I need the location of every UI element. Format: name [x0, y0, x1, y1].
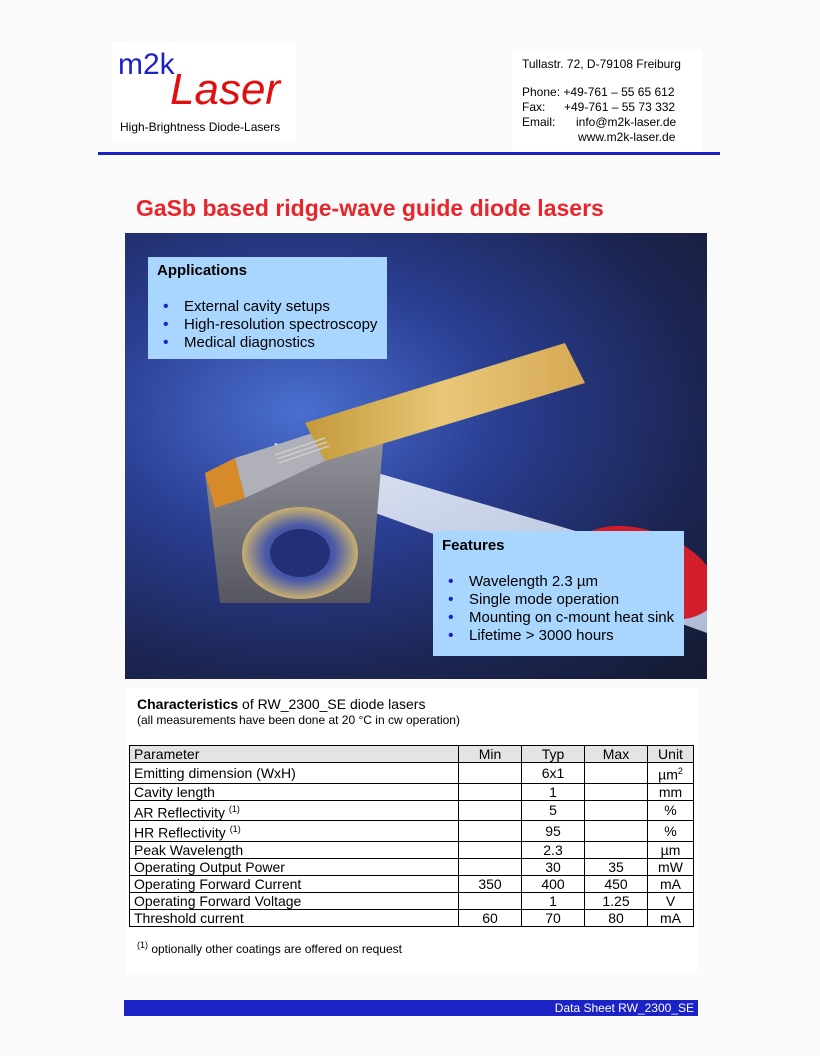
table-row: [130, 892, 694, 909]
list-item: • Single mode operation: [442, 591, 684, 609]
contact-phone-row: [522, 85, 675, 100]
unit-exponent: 2: [677, 766, 683, 776]
spec-table: [129, 745, 694, 927]
table-row: [130, 841, 694, 858]
table-cell-min: [459, 783, 522, 800]
table-cell-typ: [522, 858, 585, 875]
table-cell-unit: [648, 875, 694, 892]
table-cell-unit: [648, 783, 694, 800]
features-list: [442, 573, 684, 645]
cell-text: 60: [482, 909, 498, 926]
table-cell-max: [585, 892, 648, 909]
table-cell-param: [130, 892, 459, 909]
table-cell-min: [459, 841, 522, 858]
contact-fax-row: [522, 100, 675, 115]
logo-m2k-text: m2k: [118, 48, 175, 81]
cell-text: mm: [658, 783, 683, 800]
table-cell-typ: [522, 841, 585, 858]
table-cell-max: [585, 841, 648, 858]
features-callout: [433, 531, 684, 656]
applications-callout: [148, 257, 387, 359]
cell-text: Threshold current: [134, 909, 244, 926]
characteristics-panel: [126, 688, 697, 974]
table-cell-unit: [648, 763, 694, 784]
header-divider: [98, 152, 720, 155]
cell-text: Operating Forward Voltage: [134, 892, 302, 909]
cell-text: Operating Forward Current: [134, 875, 302, 892]
table-cell-typ: [522, 909, 585, 926]
cell-text: mA: [660, 875, 681, 892]
company-logo: [112, 42, 296, 142]
table-row: [130, 858, 694, 875]
contact-email-row: [522, 115, 676, 130]
table-cell-unit: [648, 841, 694, 858]
applications-list: [157, 298, 387, 352]
table-cell-typ: [522, 763, 585, 784]
footnote: [137, 940, 402, 956]
table-row: [130, 821, 694, 842]
table-cell-max: [585, 800, 648, 821]
table-cell-max: [585, 763, 648, 784]
table-cell-min: [459, 875, 522, 892]
cell-text: %: [664, 823, 677, 840]
footnote-ref: (1): [228, 803, 240, 814]
cell-text: µm: [660, 841, 681, 858]
footer-bar: [124, 1000, 698, 1016]
cell-text: 80: [608, 909, 624, 926]
table-row: [130, 763, 694, 784]
table-cell-unit: [648, 892, 694, 909]
website-link[interactable]: www.m2k-laser.de: [578, 130, 676, 144]
document-title: GaSb based ridge-wave guide diode lasers: [136, 195, 604, 221]
table-cell-typ: [522, 783, 585, 800]
column-header: Typ: [522, 746, 585, 763]
cell-text: 1: [549, 892, 557, 909]
table-row: [130, 909, 694, 926]
table-cell-min: [459, 892, 522, 909]
table-cell-param: [130, 858, 459, 875]
table-cell-max: [585, 875, 648, 892]
cell-text: mA: [660, 909, 681, 926]
logo-tagline: High-Brightness Diode-Lasers: [120, 120, 281, 134]
applications-heading: Applications: [157, 262, 248, 279]
table-cell-max: [585, 783, 648, 800]
cell-text: %: [664, 802, 677, 819]
footer-text: Data Sheet RW_2300_SE: [554, 1001, 694, 1015]
cell-text: Peak Wavelength: [134, 841, 244, 858]
table-cell-unit: [648, 909, 694, 926]
table-cell-min: [459, 858, 522, 875]
fax-value: +49-761 – 55 73 332: [564, 100, 676, 114]
cell-text: 5: [549, 802, 557, 819]
table-row: [130, 875, 694, 892]
cell-text: 30: [545, 858, 561, 875]
cell-text: 400: [541, 875, 565, 892]
table-row: [130, 800, 694, 821]
cell-text: Emitting dimension (WxH): [134, 764, 296, 781]
table-cell-max: [585, 821, 648, 842]
characteristics-subheading: (all measurements have been done at 20 °C in cw operation): [137, 713, 460, 727]
email-label: Email:: [522, 115, 556, 129]
table-cell-param: [130, 800, 459, 821]
table-cell-min: [459, 763, 522, 784]
table-cell-param: [130, 821, 459, 842]
cell-text: V: [665, 892, 676, 909]
table-cell-param: [130, 909, 459, 926]
list-item: • Lifetime > 3000 hours: [442, 627, 684, 645]
table-cell-min: [459, 821, 522, 842]
table-cell-unit: [648, 858, 694, 875]
table-cell-param: [130, 763, 459, 784]
characteristics-heading-rest: of RW_2300_SE diode lasers: [238, 696, 426, 712]
logo-laser-text: [170, 65, 281, 114]
cell-text: Operating Output Power: [134, 858, 285, 875]
table-cell-param: [130, 841, 459, 858]
table-cell-max: [585, 858, 648, 875]
cell-text: 6x1: [541, 764, 565, 781]
cell-text: 70: [545, 909, 561, 926]
column-header: Unit: [648, 746, 694, 763]
table-cell-param: [130, 875, 459, 892]
column-header: Parameter: [130, 746, 459, 763]
list-item: • Medical diagnostics: [157, 334, 387, 352]
features-heading: Features: [442, 537, 505, 554]
characteristics-heading: [137, 696, 425, 712]
cell-text: 2.3: [543, 841, 563, 858]
cell-text: 1.25: [602, 892, 630, 909]
email-link[interactable]: info@m2k-laser.de: [576, 115, 677, 129]
cell-text: Cavity length: [134, 783, 215, 800]
footnote-mark: (1): [137, 940, 148, 950]
list-item: • External cavity setups: [157, 298, 387, 316]
cell-text: AR Reflectivity: [134, 804, 229, 821]
cell-text: 35: [608, 858, 624, 875]
characteristics-heading-bold: Characteristics: [137, 696, 239, 712]
logo-laser-initial: L: [170, 65, 195, 114]
table-cell-typ: [522, 800, 585, 821]
table-cell-min: [459, 800, 522, 821]
table-cell-param: [130, 783, 459, 800]
fax-label: Fax:: [522, 100, 546, 114]
cell-text: µm: [658, 766, 678, 783]
logo-laser-rest: aser: [194, 65, 281, 114]
contact-block: [512, 50, 702, 152]
footnote-ref: (1): [229, 824, 241, 835]
table-cell-max: [585, 909, 648, 926]
cell-text: 450: [604, 875, 628, 892]
table-cell-typ: [522, 892, 585, 909]
table-row: [130, 783, 694, 800]
list-item: • High-resolution spectroscopy: [157, 316, 387, 334]
cell-text: 350: [478, 875, 502, 892]
column-header: Min: [459, 746, 522, 763]
table-cell-unit: [648, 800, 694, 821]
list-item: • Wavelength 2.3 µm: [442, 573, 684, 591]
table-cell-typ: [522, 821, 585, 842]
table-cell-typ: [522, 875, 585, 892]
table-header-row: [130, 746, 694, 763]
phone-value: +49-761 – 55 65 612: [563, 85, 675, 99]
cell-text: HR Reflectivity: [134, 824, 230, 841]
contact-address: Tullastr. 72, D-79108 Freiburg: [522, 57, 681, 71]
cell-text: 1: [549, 783, 557, 800]
cell-text: 95: [545, 823, 561, 840]
list-item: • Mounting on c-mount heat sink: [442, 609, 684, 627]
column-header: Max: [585, 746, 648, 763]
footnote-text: optionally other coatings are offered on request: [148, 942, 402, 956]
table-cell-unit: [648, 821, 694, 842]
cell-text: mW: [658, 858, 683, 875]
phone-label: Phone:: [522, 85, 561, 99]
table-cell-min: [459, 909, 522, 926]
